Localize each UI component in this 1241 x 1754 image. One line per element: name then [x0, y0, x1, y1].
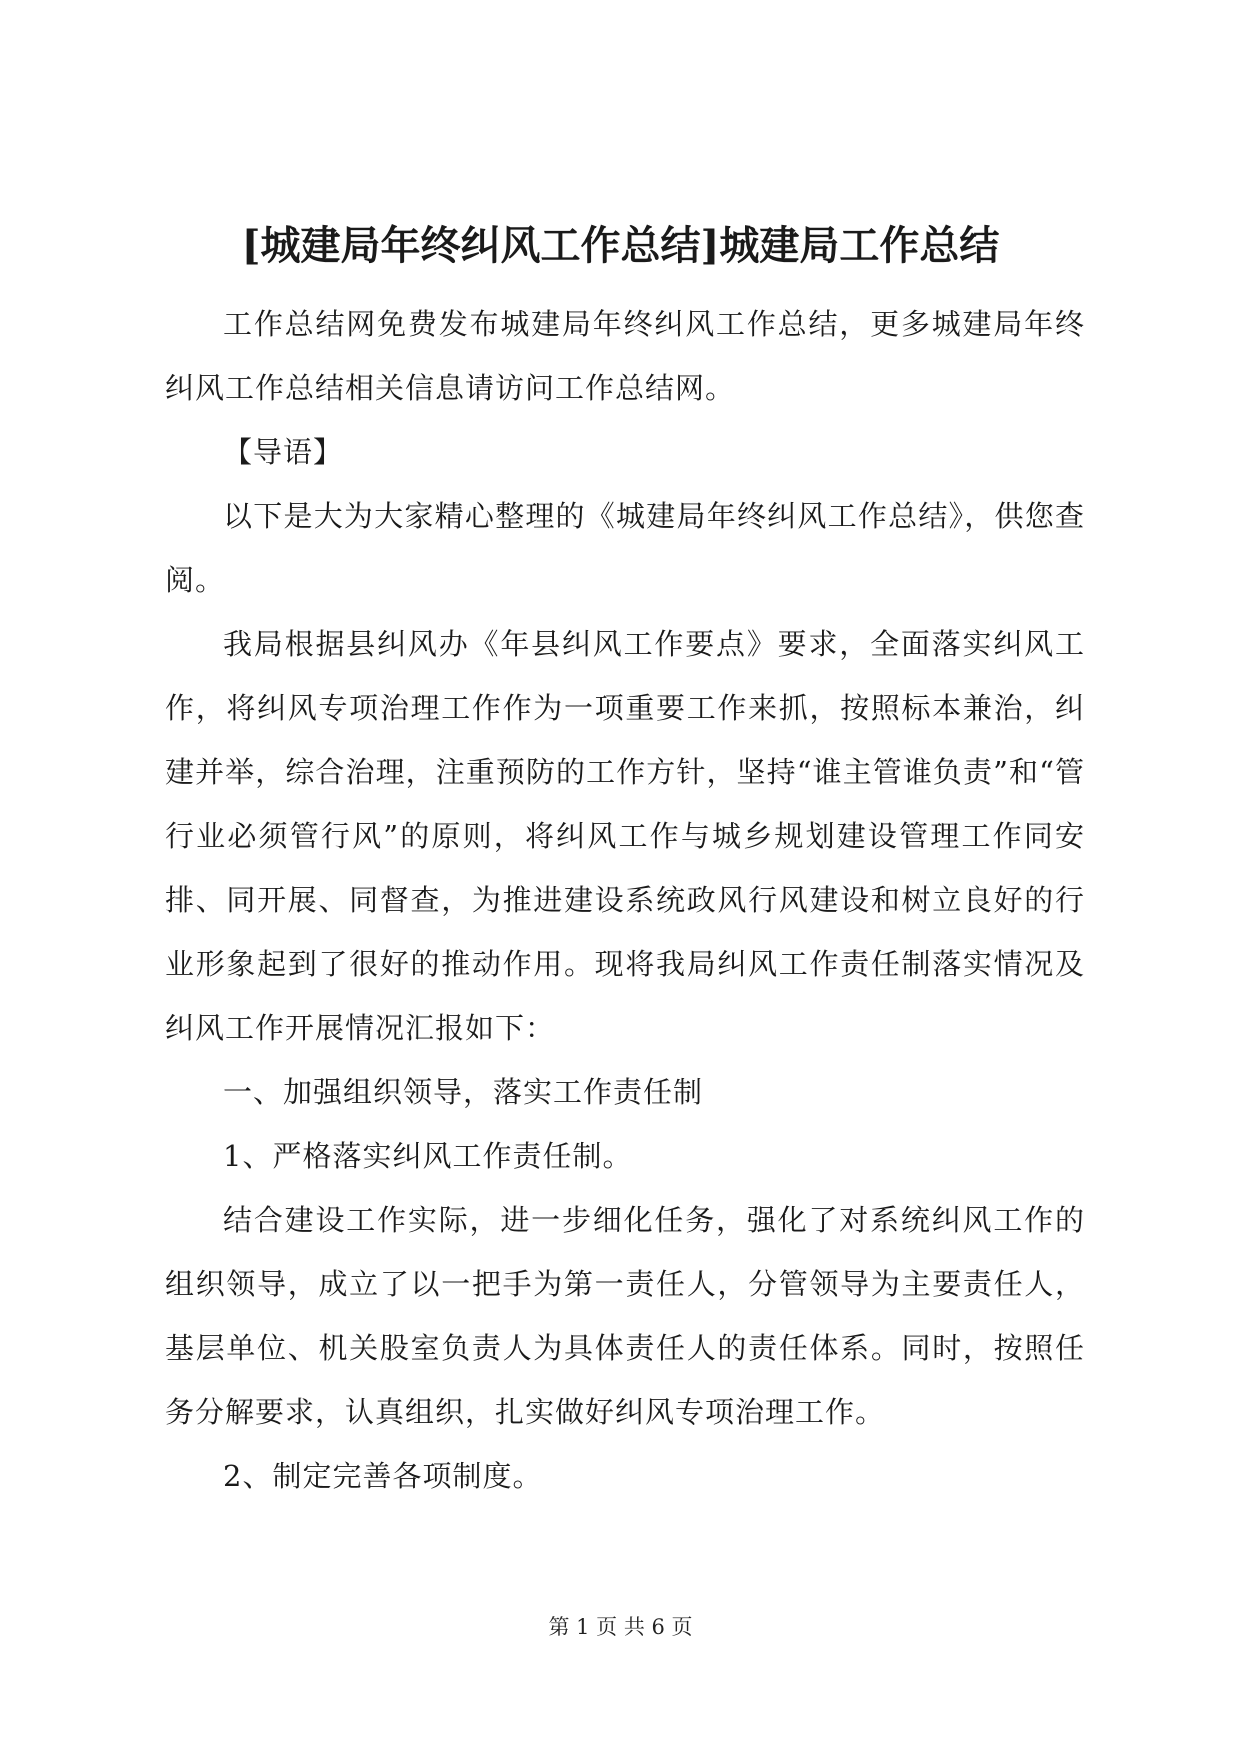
paragraph-responsibility: 结合建设工作实际，进一步细化任务，强化了对系统纠风工作的组织领导，成立了以一把手为第一责任人，分管领导为主要责任人，基层单位、机关股室负责人为具体责任人的责任体系。同时，按照任务分解要求，认真组织，扎实做好纠风专项治理工作。 [165, 1203, 1085, 1429]
subsection-heading-1: 1、严格落实纠风工作责任制。 [223, 1139, 633, 1173]
document-title: [城建局年终纠风工作总结]城建局工作总结 [241, 222, 1000, 269]
document-body [165, 292, 1085, 1508]
paragraph-main: 我局根据县纠风办《年县纠风工作要点》要求，全面落实纠风工作，将纠风专项治理工作作为一项重要工作来抓，按照标本兼治，纠建并举，综合治理，注重预防的工作方针，坚持“谁主管谁负责”和“管行业必须管行风”的原则，将纠风工作与城乡规划建设管理工作同安排、同开展、同督查，为推进建设系统政风行风建设和树立良好的行业形象起到了很好的推动作用。现将我局纠风工作责任制落实情况及纠风工作开展情况汇报如下： [165, 627, 1085, 1045]
subsection-heading-2: 2、制定完善各项制度。 [223, 1459, 543, 1493]
paragraph-guide-text: 以下是大为大家精心整理的《城建局年终纠风工作总结》，供您查阅。 [165, 499, 1085, 597]
page-footer: 第 1 页 共 6 页 [548, 1615, 693, 1639]
paragraph-guide-heading: 【导语】 [223, 435, 344, 469]
paragraph-intro: 工作总结网免费发布城建局年终纠风工作总结，更多城建局年终纠风工作总结相关信息请访问工作总结网。 [165, 307, 1085, 405]
section-heading-1: 一、加强组织领导，落实工作责任制 [223, 1075, 704, 1109]
